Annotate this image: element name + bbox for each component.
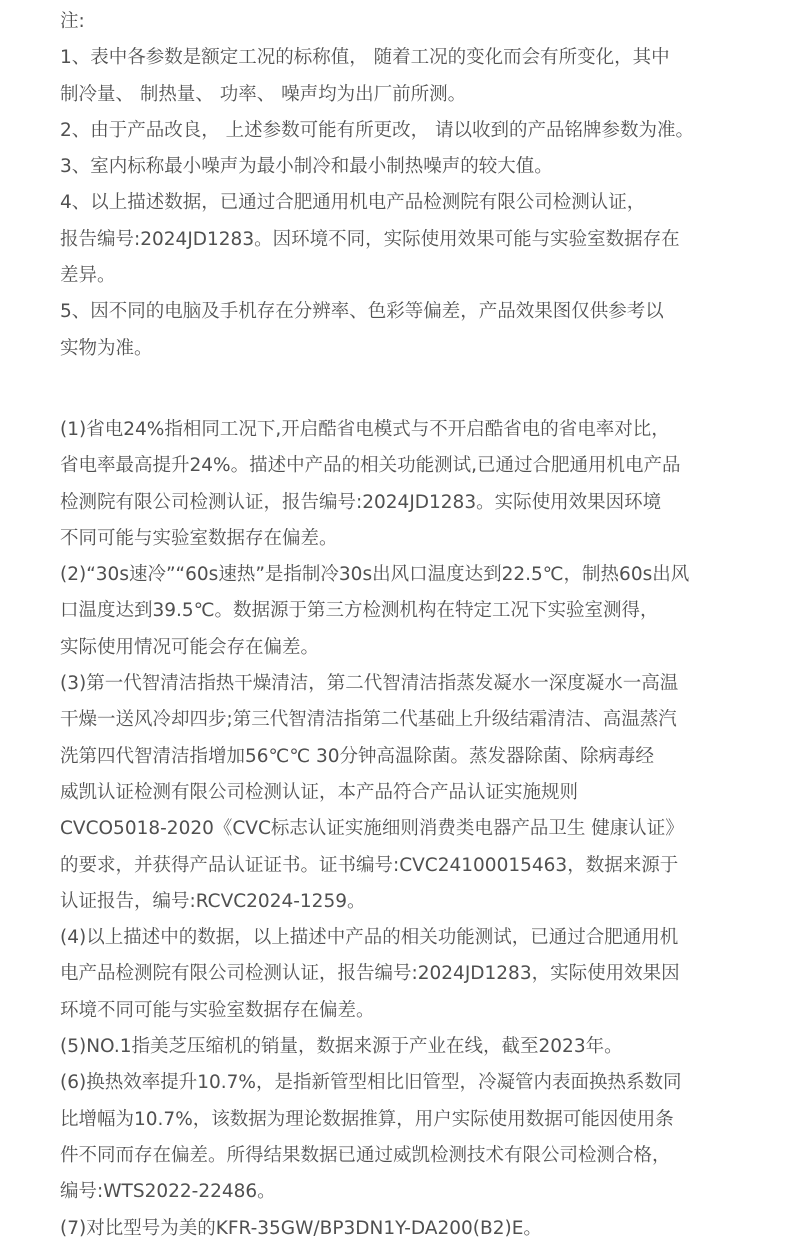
footnote-line: 环境不同可能与实验室数据存在偏差。	[60, 999, 375, 1021]
notes-section	[60, 4, 760, 367]
note-line: 制冷量、 制热量、 功率、 噪声均为出厂前所测。	[60, 83, 467, 105]
footnote-line: (6)换热效率提升10.7%，是指新管型相比旧管型，冷凝管内表面换热系数同	[60, 1072, 682, 1094]
footnote-line: (7)对比型号为美的KFR-35GW/BP3DN1Y-DA200(B2)E。	[60, 1217, 542, 1239]
footnote-line: 省电率最高提升24%。描述中产品的相关功能测试,已通过合肥通用机电产品	[60, 455, 681, 477]
footnote-line: 认证报告，编号:RCVC2024-1259。	[60, 890, 366, 912]
footnote-line: 件不同而存在偏差。所得结果数据已通过威凯检测技术有限公司检测合格，	[60, 1144, 671, 1166]
footnote-line: 威凯认证检测有限公司检测认证，本产品符合产品认证实施规则	[60, 781, 579, 803]
footnote-line: 实际使用情况可能会存在偏差。	[60, 636, 320, 658]
footnote-line: 干燥一送风冷却四步;第三代智清洁指第二代基础上升级结霜清洁、高温蒸汽	[60, 709, 677, 731]
footnote-line: 洗第四代智清洁指增加56℃℃ 30分钟高温除菌。蒸发器除菌、除病毒经	[60, 745, 655, 767]
footnote-line: 编号:WTS2022-22486。	[60, 1181, 276, 1203]
note-line: 4、以上描述数据，已通过合肥通用机电产品检测院有限公司检测认证，	[60, 192, 646, 214]
footnote-line: 不同可能与实验室数据存在偏差。	[60, 527, 338, 549]
footnote-line: 的要求，并获得产品认证证书。证书编号:CVC24100015463，数据来源于	[60, 854, 679, 876]
footnotes-section	[60, 412, 760, 1247]
footnote-line: 电产品检测院有限公司检测认证，报告编号:2024JD1283，实际使用效果因	[60, 963, 680, 985]
footnote-line: 比增幅为10.7%，该数据为理论数据推算，用户实际使用数据可能因使用条	[60, 1108, 674, 1130]
note-line: 1、表中各参数是额定工况的标称值， 随着工况的变化而会有所变化，其中	[60, 47, 670, 69]
note-line: 差异。	[60, 265, 116, 287]
note-line: 报告编号:2024JD1283。因环境不同，实际使用效果可能与实验室数据存在	[60, 228, 680, 250]
footnote-line: 检测院有限公司检测认证，报告编号:2024JD1283。实际使用效果因环境	[60, 491, 662, 513]
footnote-line: (3)第一代智清洁指热干燥清洁，第二代智清洁指蒸发凝水一深度凝水一高温	[60, 673, 679, 695]
notes-heading: 注:	[60, 11, 85, 32]
footnote-line: (5)NO.1指美芝压缩机的销量，数据来源于产业在线，截至2023年。	[60, 1036, 623, 1058]
footnote-line: CVCO5018-2020《CVC标志认证实施细则消费类电器产品卫生 健康认证》	[60, 818, 684, 840]
note-line: 2、由于产品改良， 上述参数可能有所更改， 请以收到的产品铭牌参数为准。	[60, 119, 695, 141]
footnote-line: 口温度达到39.5℃。数据源于第三方检测机构在特定工况下实验室测得，	[60, 600, 659, 622]
footnote-line: (4)以上描述中的数据，以上描述中产品的相关功能测试，已通过合肥通用机	[60, 927, 679, 949]
footnote-line: (2)“30s速冷”“60s速热”是指制冷30s出风口温度达到22.5℃，制热60s出风	[60, 564, 690, 586]
section-spacer	[60, 367, 760, 412]
note-line: 3、室内标称最小噪声为最小制冷和最小制热噪声的较大值。	[60, 156, 553, 178]
footnote-line: (1)省电24%指相同工况下,开启酷省电模式与不开启酷省电的省电率对比，	[60, 418, 670, 440]
note-line: 5、因不同的电脑及手机存在分辨率、色彩等偏差，产品效果图仅供参考以	[60, 301, 664, 323]
note-line: 实物为准。	[60, 337, 153, 359]
disclaimer-document	[60, 4, 760, 1247]
